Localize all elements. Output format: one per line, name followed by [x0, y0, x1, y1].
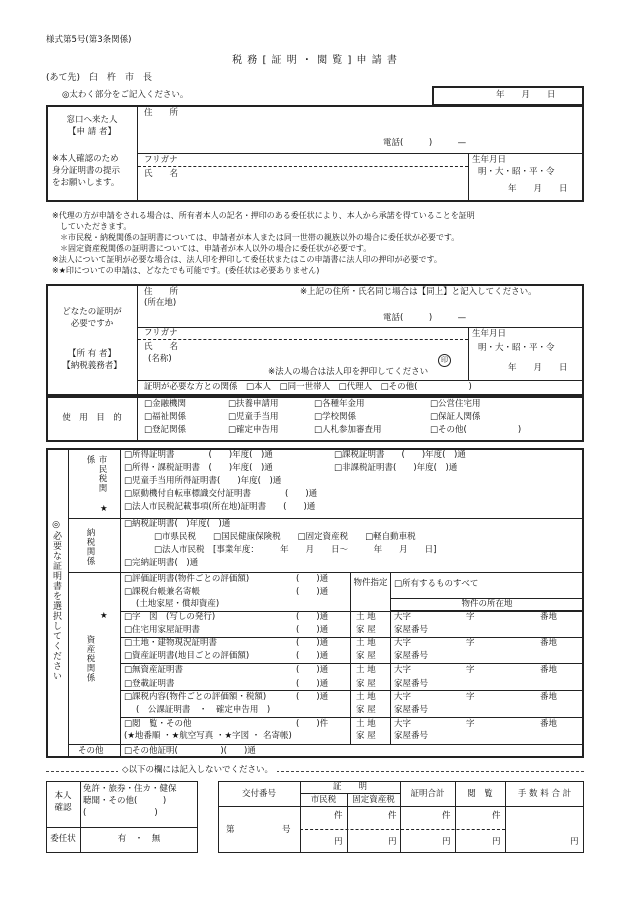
shiminzei-cert[interactable]: □法人市民税記載事項(所在地)証明書 ( )通	[124, 502, 316, 512]
note-6: ※★印についての申請は、どなたでも可能です。(委任状は必要ありません)	[52, 266, 320, 275]
note-3: ＊市民税・納税関係の証明書については、申請者が本人または同一世帯の親族以外の場合に委任状が必要です。	[52, 233, 460, 242]
shisan-count[interactable]: ( )通	[296, 665, 329, 675]
tochi-label: 土 地	[356, 638, 376, 648]
owner-name-field[interactable]	[210, 342, 460, 366]
yen-unit: 円	[570, 837, 579, 847]
purpose-option[interactable]: □各種年金用	[314, 399, 365, 409]
shisan-cert[interactable]: □資産証明書(地目ごとの評価額)	[124, 651, 250, 661]
shisan-count[interactable]: ( )通	[296, 638, 329, 648]
purpose-option[interactable]: □扶養申請用	[228, 399, 279, 409]
applicant-phone[interactable]: 電話( ) —	[383, 138, 467, 148]
bukken-all[interactable]: □所有するものすべて	[394, 579, 479, 589]
banchi-label: 番地	[540, 719, 558, 729]
ken-unit: 件	[442, 811, 451, 821]
yen-unit: 円	[334, 837, 343, 847]
purpose-option[interactable]: □児童手当用	[228, 412, 279, 422]
shisan-count[interactable]: ( )通	[296, 692, 329, 702]
nozei-corp[interactable]: □法人市民税 [事業年度： 年 月 日〜 年 月 日]	[154, 545, 437, 555]
shiminzei-cert[interactable]: □児童手当用所得証明書( )年度( )通	[124, 476, 282, 486]
owner-phone[interactable]: 電話( ) —	[383, 313, 467, 323]
applicant-label-2: 【申 請 者】	[68, 127, 116, 137]
kaoku-label: 家 屋	[356, 679, 376, 689]
other-label: その他	[78, 746, 104, 756]
office-id-label: 本人	[54, 791, 72, 801]
fill-instruction: ◎太わく部分をご記入ください。	[62, 90, 189, 100]
banchi-label: 番地	[540, 665, 558, 675]
shisan-cert[interactable]: (★地番順 ・★航空写真 ・★字図 ・ 名寄帳)	[124, 731, 292, 741]
tochi-label: 土 地	[356, 719, 376, 729]
owner-question-2: 必要ですか	[70, 319, 114, 329]
dai-label: 第	[226, 825, 235, 835]
applicant-label: 窓口へ来た人	[66, 115, 118, 125]
purpose-option[interactable]: □学校関係	[314, 412, 357, 422]
oaza-label: 大字	[394, 692, 412, 702]
shiminzei-cert[interactable]: □所得証明書 ( )年度( )通	[124, 450, 273, 460]
fee-col: 手 数 料 合 計	[517, 789, 572, 799]
oaza-label: 大字	[394, 719, 412, 729]
yen-unit: 円	[442, 837, 451, 847]
shisan-cert[interactable]: □課税台帳兼名寄帳	[124, 587, 201, 597]
shisan-cert[interactable]: □住宅用家屋証明書	[124, 625, 201, 635]
owner-same-note: ※上記の住所・氏名同じ場合は【同上】と記入してください。	[300, 287, 537, 297]
shisan-cert[interactable]: □無資産証明書	[124, 665, 184, 675]
owner-name-sub: (名称)	[148, 354, 172, 364]
purpose-option[interactable]: □保証人関係	[430, 412, 481, 422]
shisan-cert[interactable]: □課税内容(物件ごとの評価額・税額)	[124, 692, 267, 702]
shisan-cert: ( 公課証明書 ・ 確定申告用 )	[136, 705, 271, 715]
form-number: 様式第5号(第3条関係)	[46, 35, 132, 45]
shisan-cert[interactable]: □評価証明書(物件ごとの評価額)	[124, 574, 250, 584]
purpose-label: 使 用 目 的	[62, 413, 122, 423]
office-note: ◇以下の欄には記入しないでください。	[118, 766, 277, 776]
kannou-cert[interactable]: □完納証明書( )通	[124, 558, 199, 568]
form-title: 税 務 [ 証 明 ・ 閲 覧 ] 申 請 書	[232, 55, 398, 66]
aza-label: 字	[466, 612, 475, 622]
shiminzei-cert[interactable]: □所得・課税証明書 ( )年度( )通	[124, 463, 273, 473]
shisan-count[interactable]: ( )通	[296, 612, 329, 622]
oaza-label: 大字	[394, 612, 412, 622]
oaza-label: 大字	[394, 665, 412, 675]
kaoku-number-label: 家屋番号	[394, 705, 429, 715]
office-id-text-3: ( )	[83, 808, 158, 818]
go-label: 号	[282, 825, 291, 835]
applicant-birth-label: 生年月日	[472, 155, 507, 165]
other-cert[interactable]: □その他証明( )( )通	[124, 746, 256, 756]
purpose-option[interactable]: □金融機関	[144, 399, 187, 409]
tochi-label: 土 地	[356, 612, 376, 622]
owner-furigana-label: フリガナ	[144, 328, 178, 338]
shisan-count[interactable]: ( )件	[296, 719, 329, 729]
aza-label: 字	[466, 719, 475, 729]
applicant-name-field[interactable]	[200, 168, 462, 198]
banchi-label: 番地	[540, 692, 558, 702]
kaoku-label: 家 屋	[356, 651, 376, 661]
shomei-label: 証 明	[332, 782, 367, 792]
total-col: 証明合計	[410, 789, 445, 799]
proxy-value: 有 ・ 無	[117, 834, 161, 844]
shisan-count[interactable]: ( )通	[296, 679, 329, 689]
tochi-label: 土 地	[356, 665, 376, 675]
purpose-option[interactable]: □その他( )	[430, 425, 522, 435]
oaza-label: 大字	[394, 638, 412, 648]
owner-era[interactable]: 明・大・昭・平・令	[478, 343, 555, 353]
applicant-furigana-label: フリガナ	[144, 155, 178, 165]
shisan-label: 資産税関係	[85, 635, 95, 683]
addressee: (あて先) 臼 杵 市 長	[46, 73, 153, 83]
shisan-cert[interactable]: □閲 覧・その他	[124, 719, 192, 729]
applicant-address-field[interactable]	[200, 108, 580, 134]
aza-label: 字	[466, 638, 475, 648]
seal-mark: 印	[438, 354, 451, 367]
owner-label: 【所 有 者】	[68, 349, 116, 359]
ken-unit: 件	[388, 811, 397, 821]
owner-label-2: 【納税義務者】	[62, 361, 122, 371]
kaoku-number-label: 家屋番号	[394, 731, 429, 741]
shisan-cert[interactable]: □字 図 (写しの発行)	[124, 612, 216, 622]
kaoku-number-label: 家屋番号	[394, 679, 429, 689]
banchi-label: 番地	[540, 612, 558, 622]
shisan-count[interactable]: ( )通	[296, 651, 329, 661]
purpose-option[interactable]: □福祉関係	[144, 412, 187, 422]
kaoku-number-label: 家屋番号	[394, 625, 429, 635]
kaoku-number-label: 家屋番号	[394, 651, 429, 661]
certificates-side-label: ◎必要な証明書を選択してください	[51, 520, 61, 681]
kaoku-label: 家 屋	[356, 731, 376, 741]
hikazei-cert[interactable]: □非課税証明書( )年度( )通	[334, 463, 458, 473]
kofu-label: 交付番号	[241, 789, 276, 799]
row-divider	[121, 717, 583, 718]
owner-address-field[interactable]	[200, 298, 580, 314]
shisan-count[interactable]: ( )通	[296, 625, 329, 635]
purpose-option[interactable]: □人札参加審査用	[314, 425, 382, 435]
owner-birth-date[interactable]: 年 月 日	[508, 363, 568, 373]
banchi-label: 番地	[540, 638, 558, 648]
shisan-cert: (土地家屋・償却資産)	[136, 599, 220, 609]
shisan-count[interactable]: ( )通	[296, 587, 329, 597]
note-4: ＊固定資産税関係の証明書については、申請者が本人以外の場合に委任状が必要です。	[52, 244, 372, 253]
office-id-text: 免許・旅券・住カ・健保	[83, 784, 177, 794]
kotei-col: 固定資産税	[352, 795, 395, 805]
corp-seal-note: ※法人の場合は法人印を押印してください	[268, 367, 429, 377]
id-note-2: 身分証明書の提示	[52, 166, 121, 176]
owner-address-sub: (所在地)	[144, 298, 177, 308]
applicant-era[interactable]: 明・大・昭・平・令	[478, 167, 555, 177]
owner-relation[interactable]: 証明が必要な方との関係 □本人 □同一世帯人 □代理人 □その他( )	[144, 382, 472, 392]
purpose-option[interactable]: □登記関係	[144, 425, 187, 435]
shiminzei-cert[interactable]: □原動機付自転車標識交付証明書 ( )通	[124, 489, 318, 499]
kazei-cert[interactable]: □課税証明書 ( )年度( )通	[334, 450, 466, 460]
yen-unit: 円	[492, 837, 501, 847]
row-divider	[121, 663, 583, 664]
aza-label: 字	[466, 665, 475, 675]
nozei-tax-types[interactable]: □市県民税 □国民健康保険税 □固定資産税 □軽自動車税	[154, 532, 416, 542]
shisan-cert[interactable]: □登載証明書	[124, 679, 175, 689]
shisan-star: ★	[100, 611, 108, 621]
bukken-label: 物件指定	[353, 578, 388, 588]
proxy-label: 委任状	[50, 834, 76, 844]
ken-unit: 件	[334, 811, 343, 821]
shiminzei-label: 市民税関係	[85, 455, 107, 493]
id-note-3: をお願いします。	[52, 178, 120, 188]
applicant-name-label: 氏 名	[144, 169, 179, 179]
etsuran-col: 閲 覧	[467, 789, 493, 799]
kaoku-label: 家 屋	[356, 625, 376, 635]
nozei-cert[interactable]: □納税証明書( )年度( )通	[124, 519, 231, 529]
applicant-address-label: 住 所	[144, 108, 179, 118]
shiminzei-star: ★	[100, 504, 108, 514]
office-id-text-2: 聴聞・その他( )	[83, 796, 167, 806]
applicant-birth-date[interactable]: 年 月 日	[508, 184, 568, 194]
yen-unit: 円	[388, 837, 397, 847]
ken-unit: 件	[492, 811, 501, 821]
tochi-label: 土 地	[356, 692, 376, 702]
purpose-option[interactable]: □確定申告用	[228, 425, 279, 435]
purpose-option[interactable]: □公営住宅用	[430, 399, 481, 409]
owner-birth-label: 生年月日	[472, 329, 507, 339]
bukken-location: 物件の所在地	[461, 599, 513, 609]
shisan-count[interactable]: ( )通	[296, 574, 329, 584]
shiminzei-col: 市民税	[310, 795, 337, 805]
note-1: ※代理の方が申請をされる場合は、所有者本人の記名・押印のある委任状により、本人から承諾を得ていることを証明	[52, 211, 475, 220]
row-divider	[121, 690, 583, 691]
note-2: していただきます。	[52, 222, 132, 231]
note-5: ※法人について証明が必要な場合は、法人印を押印して委任状またはこの申請書に法人印の押印が必要です。	[52, 255, 442, 264]
owner-address-label: 住 所	[144, 287, 179, 297]
date-label: 年 月 日	[496, 90, 556, 100]
shisan-cert[interactable]: □土地・建物現況証明書	[124, 638, 218, 648]
kaoku-label: 家 屋	[356, 705, 376, 715]
office-id-label-2: 確認	[54, 803, 72, 813]
id-note: ※本人確認のため	[52, 154, 119, 164]
owner-name-label: 氏 名	[144, 342, 179, 352]
aza-label: 字	[466, 692, 475, 702]
owner-question: どなたの証明が	[62, 307, 122, 317]
nozei-label: 納税関係	[85, 528, 95, 566]
